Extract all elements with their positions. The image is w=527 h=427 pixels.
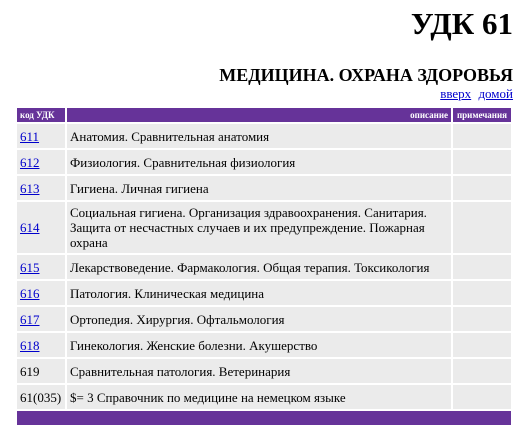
page-title: УДК 61 [410,6,513,41]
cell-description: Анатомия. Сравнительная анатомия [67,124,451,148]
cell-notes [453,385,511,409]
table-body [17,124,511,409]
cell-notes [453,255,511,279]
udk-code-link[interactable]: 614 [20,220,40,235]
table-row [17,124,511,148]
table-row [17,307,511,331]
cell-description: $= 3 Справочник по медицине на немецком языке [67,385,451,409]
column-header-description: описание [67,108,451,122]
table-row [17,359,511,383]
udk-table [15,106,513,427]
nav-links [436,86,513,102]
cell-notes [453,124,511,148]
cell-notes [453,359,511,383]
cell-code [17,333,65,357]
cell-notes [453,176,511,200]
cell-notes [453,150,511,174]
table-row [17,333,511,357]
cell-code [17,150,65,174]
cell-notes [453,333,511,357]
udk-code-link[interactable]: 611 [20,128,40,144]
cell-description: Гигиена. Личная гигиена [67,176,451,200]
cell-code [17,255,65,279]
column-header-code: код УДК [17,108,65,122]
cell-description: Ортопедия. Хирургия. Офтальмология [67,307,451,331]
cell-code: 619 [17,359,65,383]
udk-code-link[interactable]: 613 [20,180,40,196]
table-row [17,202,511,253]
nav-up-link[interactable]: вверх [440,86,472,101]
table-footer-row [17,411,511,425]
table-row [17,176,511,200]
udk-code-link[interactable]: 618 [20,337,40,353]
cell-code [17,176,65,200]
table-row [17,255,511,279]
cell-description: Социальная гигиена. Организация здравоохранения. Санитария. Защита от несчастных случаев и их предупреждение. Пожарная охрана [67,202,451,253]
cell-code [17,307,65,331]
udk-code-link[interactable]: 612 [20,154,40,170]
cell-notes [453,281,511,305]
cell-code [17,202,65,253]
cell-description: Сравнительная патология. Ветеринария [67,359,451,383]
table-row [17,385,511,409]
table-footer-bar [17,411,511,425]
column-header-notes: примечания [453,108,511,122]
cell-code: 61(035) [17,385,65,409]
udk-code-link[interactable]: 617 [20,311,40,327]
udk-code-link[interactable]: 616 [20,285,40,301]
table-row [17,281,511,305]
nav-home-link[interactable]: домой [478,86,513,101]
table-row [17,150,511,174]
cell-description: Патология. Клиническая медицина [67,281,451,305]
cell-notes [453,202,511,253]
cell-code [17,281,65,305]
cell-description: Лекарствоведение. Фармакология. Общая терапия. Токсикология [67,255,451,279]
udk-code-link[interactable]: 615 [20,259,40,275]
cell-code [17,124,65,148]
cell-notes [453,307,511,331]
cell-description: Гинекология. Женские болезни. Акушерство [67,333,451,357]
table-header-row [17,108,511,122]
section-title: МЕДИЦИНА. ОХРАНА ЗДОРОВЬЯ [219,65,513,85]
cell-description: Физиология. Сравнительная физиология [67,150,451,174]
